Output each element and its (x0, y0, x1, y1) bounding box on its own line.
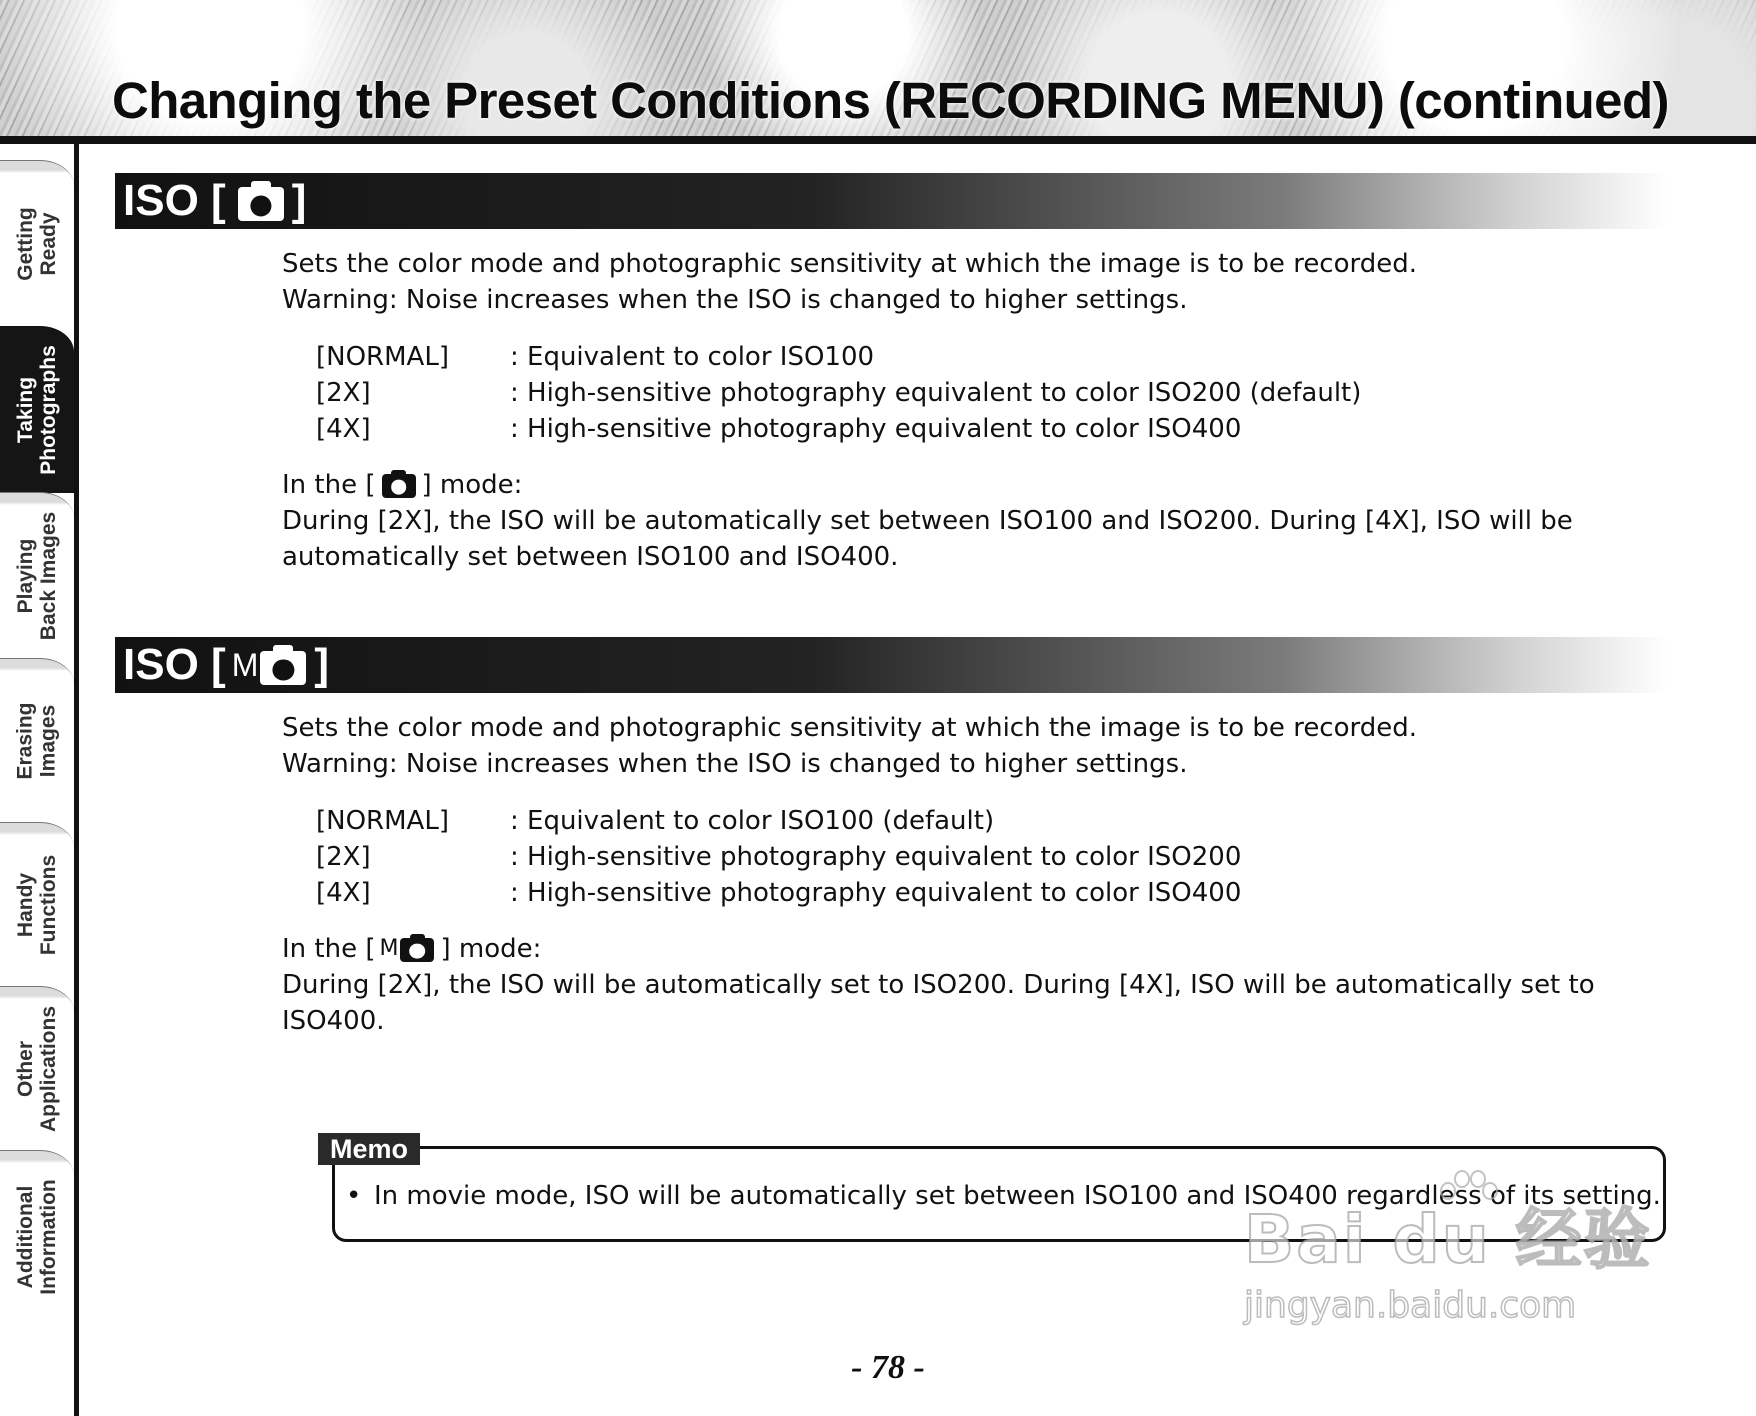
manual-camera-icon (400, 938, 434, 962)
option-key: [NORMAL] (316, 342, 449, 372)
option-key: [4X] (316, 878, 371, 908)
manual-camera-icon (260, 651, 306, 685)
page-title: Changing the Preset Conditions (RECORDING MENU) (continued) (112, 72, 1669, 129)
tab-additional-information[interactable] (0, 1150, 74, 1323)
tab-getting-ready[interactable] (0, 160, 74, 327)
section-intro: Sets the color mode and photographic sensitivity at which the image is to be recorded. (282, 249, 1418, 279)
bullet-icon: • (346, 1181, 362, 1211)
tab-label-line2: Functions (37, 854, 61, 956)
tab-label-line2: Applications (37, 1005, 61, 1133)
section-warning: Warning: Noise increases when the ISO is changed to higher settings. (282, 285, 1188, 315)
option-key: [2X] (316, 378, 371, 408)
mode-heading (282, 931, 541, 967)
tab-label-line1: Erasing (14, 702, 37, 780)
camera-icon (238, 187, 284, 221)
section-title-suffix: ] (291, 176, 307, 225)
section-intro: Sets the color mode and photographic sensitivity at which the image is to be recorded. (282, 713, 1418, 743)
tab-handy-functions[interactable] (0, 822, 74, 987)
mode-letter: M (379, 936, 399, 961)
memo-body: In movie mode, ISO will be automatically set between ISO100 and ISO400 regardless of its setting. (374, 1181, 1661, 1211)
section-title-suffix: ] (314, 640, 329, 689)
header-divider (0, 136, 1756, 144)
watermark-url: jingyan.baidu.com (1244, 1285, 1577, 1326)
tab-label-line2: Information (37, 1179, 60, 1295)
watermark (1244, 1200, 1664, 1350)
tab-label-line1: Additional (14, 1185, 37, 1289)
watermark-logo-text: Bai du 经验 (1244, 1201, 1652, 1278)
section-header-iso-auto (115, 173, 1667, 229)
tab-label-line2: Ready (37, 212, 60, 276)
tab-label-line2: Images (37, 704, 60, 778)
section-header-iso-manual (115, 637, 1667, 693)
option-description: : High-sensitive photography equivalent to color ISO200 (default) (510, 378, 1362, 408)
option-description: : Equivalent to color ISO100 (default) (510, 806, 995, 836)
section-title-prefix: ISO [ (123, 640, 226, 689)
memo-label: Memo (318, 1133, 420, 1165)
option-key: [NORMAL] (316, 806, 449, 836)
tab-label-line1: Taking (14, 376, 37, 444)
tab-label-line1: Getting (14, 207, 37, 281)
tab-label-line2: Back Images (37, 511, 61, 641)
tab-label-line1: Playing (14, 538, 38, 614)
mode-description: ISO400. (282, 1006, 385, 1036)
mode-description: During [2X], the ISO will be automatically set between ISO100 and ISO200. During [4X], ISO will be (282, 506, 1573, 536)
page-number: - 78 - (851, 1349, 925, 1386)
option-description: : High-sensitive photography equivalent to color ISO200 (510, 842, 1242, 872)
sidebar-divider (74, 138, 79, 1416)
tab-label-line2: Photographs (37, 345, 60, 475)
tab-taking-photographs[interactable] (0, 326, 74, 493)
option-key: [4X] (316, 414, 371, 444)
option-description: : Equivalent to color ISO100 (510, 342, 875, 372)
mode-heading-prefix: In the [ (282, 470, 376, 500)
option-description: : High-sensitive photography equivalent to color ISO400 (510, 878, 1242, 908)
mode-letter: M (231, 647, 259, 683)
mode-description: automatically set between ISO100 and ISO400. (282, 542, 899, 572)
tab-label-line1: Handy (14, 872, 38, 938)
tab-erasing-images[interactable] (0, 658, 74, 823)
tab-other-applications[interactable] (0, 986, 74, 1151)
option-key: [2X] (316, 842, 371, 872)
camera-icon (382, 474, 416, 498)
tab-label-line1: Other (14, 1040, 38, 1098)
tab-playing-back-images[interactable] (0, 492, 74, 659)
mode-description: During [2X], the ISO will be automatically set to ISO200. During [4X], ISO will be automatically set to (282, 970, 1595, 1000)
mode-heading-suffix: ] mode: (440, 934, 542, 964)
mode-heading-suffix: ] mode: (421, 470, 523, 500)
section-title-prefix: ISO [ (123, 176, 226, 225)
mode-heading-prefix: In the [ (282, 934, 376, 964)
mode-heading (282, 467, 522, 503)
section-warning: Warning: Noise increases when the ISO is changed to higher settings. (282, 749, 1188, 779)
option-description: : High-sensitive photography equivalent to color ISO400 (510, 414, 1242, 444)
